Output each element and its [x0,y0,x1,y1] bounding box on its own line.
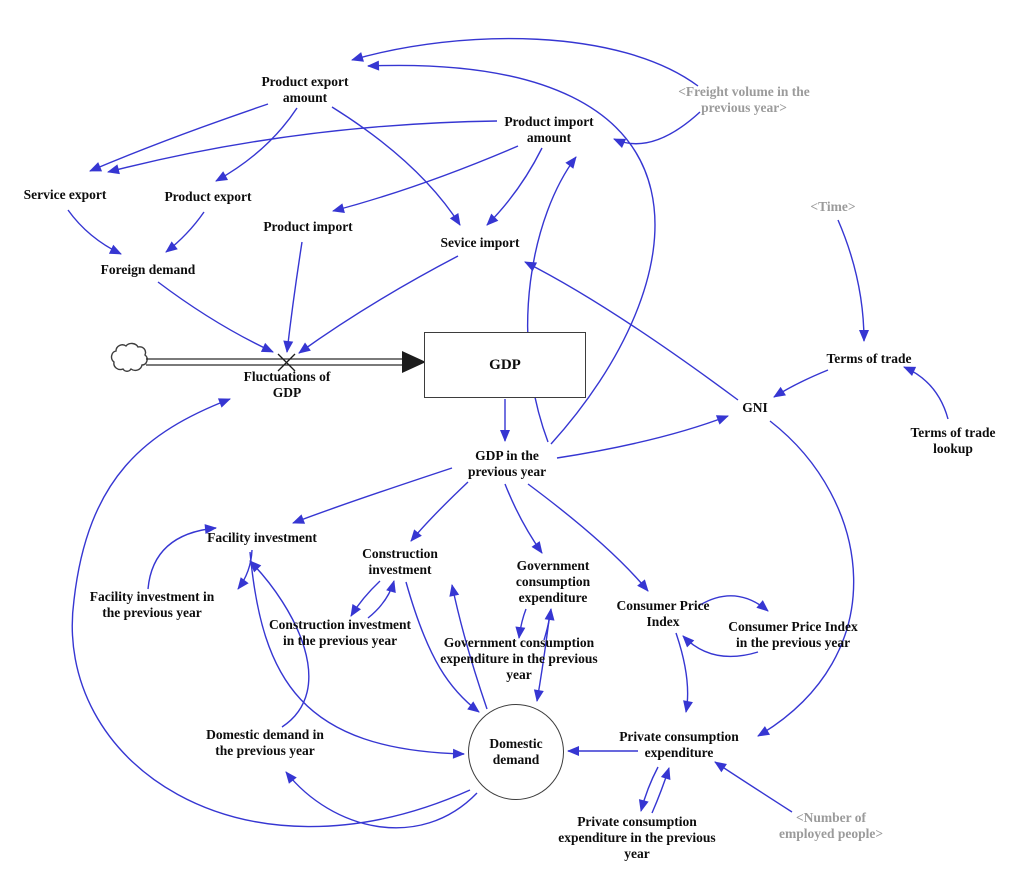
node-facility-investment-in-the-previous-year-line-1: the previous year [102,605,202,620]
node-terms-of-trade-line-0: Terms of trade [826,351,912,366]
node-product-import-amount-line-1: amount [526,130,572,145]
node-product-import-amount[interactable] [504,114,593,146]
node-consumer-price-index-in-the-previous-year[interactable] [728,619,858,651]
node-sevice-import-line-0: Sevice import [440,235,520,250]
node-domestic-demand-in-the-previous-year-line-0: Domestic demand in [206,727,324,742]
node-government-consumption-expenditure-line-0: Government [516,558,590,573]
flow-arrowhead [402,351,426,373]
node-product-export-amount-line-0: Product export [261,74,349,89]
node-gni-line-0: GNI [742,400,768,415]
node-construction-investment-in-the-previous-year-line-0: Construction investment [268,617,412,632]
node-domestic-demand-line-0: Domestic [489,736,543,751]
node-number-of-employed-people[interactable] [779,810,883,842]
node-facility-investment-in-the-previous-year-line-0: Facility investment in [89,589,215,604]
node-terms-of-trade-lookup-line-0: Terms of trade [910,425,996,440]
node-private-consumption-expenditure-in-the-previous-year-line-0: Private consumption [577,814,697,829]
node-foreign-demand[interactable] [101,262,196,278]
node-domestic-demand-in-the-previous-year[interactable] [206,727,324,759]
node-fluctuations-of-gdp[interactable] [244,369,331,401]
node-consumer-price-index-in-the-previous-year-line-1: in the previous year [735,635,851,650]
node-fluctuations-of-gdp-line-1: GDP [272,385,302,400]
node-product-export-amount[interactable] [261,74,348,106]
node-gdp-in-the-previous-year[interactable] [468,448,546,480]
node-sevice-import[interactable] [440,235,519,251]
node-fluctuations-of-gdp-line-0: Fluctuations of [243,369,331,384]
node-consumer-price-index[interactable] [616,598,709,630]
node-product-import-line-0: Product import [263,219,353,234]
node-construction-investment-line-0: Construction [362,546,438,561]
node-private-consumption-expenditure-in-the-previous-year-line-1: expenditure in the previous [558,830,716,845]
node-construction-investment[interactable] [362,546,438,578]
node-number-of-employed-people-line-0: <Number of [795,810,867,825]
node-private-consumption-expenditure-in-the-previous-year[interactable] [558,814,715,862]
cloud-source-icon[interactable] [112,343,148,371]
node-terms-of-trade-lookup[interactable] [911,425,996,457]
node-gdp-in-the-previous-year-line-1: previous year [467,464,547,479]
node-freight-volume-in-the-previous-year-line-1: previous year> [701,100,787,115]
node-government-consumption-expenditure-in-the-previous-year[interactable] [440,635,597,683]
node-freight-volume-in-the-previous-year[interactable] [678,84,810,116]
node-terms-of-trade-lookup-line-1: lookup [933,441,973,456]
node-product-export-amount-line-1: amount [282,90,328,105]
node-facility-investment[interactable] [207,530,317,546]
node-construction-investment-in-the-previous-year-line-1: in the previous year [282,633,398,648]
node-service-export[interactable] [24,187,107,203]
node-terms-of-trade[interactable] [827,351,912,367]
node-number-of-employed-people-line-1: employed people> [778,826,884,841]
node-product-import[interactable] [263,219,352,235]
node-consumer-price-index-line-1: Index [646,614,680,629]
node-product-export-line-0: Product export [164,189,252,204]
node-government-consumption-expenditure-in-the-previous-year-line-0: Government consumption [443,635,595,650]
node-construction-investment-in-the-previous-year[interactable] [269,617,411,649]
node-government-consumption-expenditure-in-the-previous-year-line-2: year [506,667,532,682]
node-gdp-line-0: GDP [489,357,521,373]
node-product-export[interactable] [164,189,251,205]
node-freight-volume-in-the-previous-year-line-0: <Freight volume in the [678,84,810,99]
node-time-line-0: <Time> [810,199,856,214]
node-gni[interactable] [742,400,768,416]
node-service-export-line-0: Service export [23,187,107,202]
node-domestic-demand-line-1: demand [492,752,540,767]
node-private-consumption-expenditure[interactable] [619,729,739,761]
node-facility-investment-in-the-previous-year[interactable] [90,589,215,621]
node-private-consumption-expenditure-in-the-previous-year-line-2: year [624,846,650,861]
node-domestic-demand-in-the-previous-year-line-1: the previous year [215,743,315,758]
node-private-consumption-expenditure-line-0: Private consumption [619,729,739,744]
node-domestic-demand[interactable] [468,704,564,800]
node-time[interactable] [810,199,855,215]
node-construction-investment-line-1: investment [368,562,432,577]
node-government-consumption-expenditure-line-1: consumption [515,574,591,589]
node-consumer-price-index-in-the-previous-year-line-0: Consumer Price Index [728,619,858,634]
node-gdp[interactable] [424,332,586,398]
node-government-consumption-expenditure-line-2: expenditure [518,590,588,605]
node-government-consumption-expenditure-in-the-previous-year-line-1: expenditure in the previous [440,651,598,666]
node-consumer-price-index-line-0: Consumer Price [616,598,710,613]
node-government-consumption-expenditure[interactable] [516,558,590,606]
node-private-consumption-expenditure-line-1: expenditure [644,745,714,760]
node-facility-investment-line-0: Facility investment [207,530,317,545]
node-foreign-demand-line-0: Foreign demand [100,262,196,277]
node-gdp-in-the-previous-year-line-0: GDP in the [475,448,539,463]
node-product-import-amount-line-0: Product import [504,114,594,129]
